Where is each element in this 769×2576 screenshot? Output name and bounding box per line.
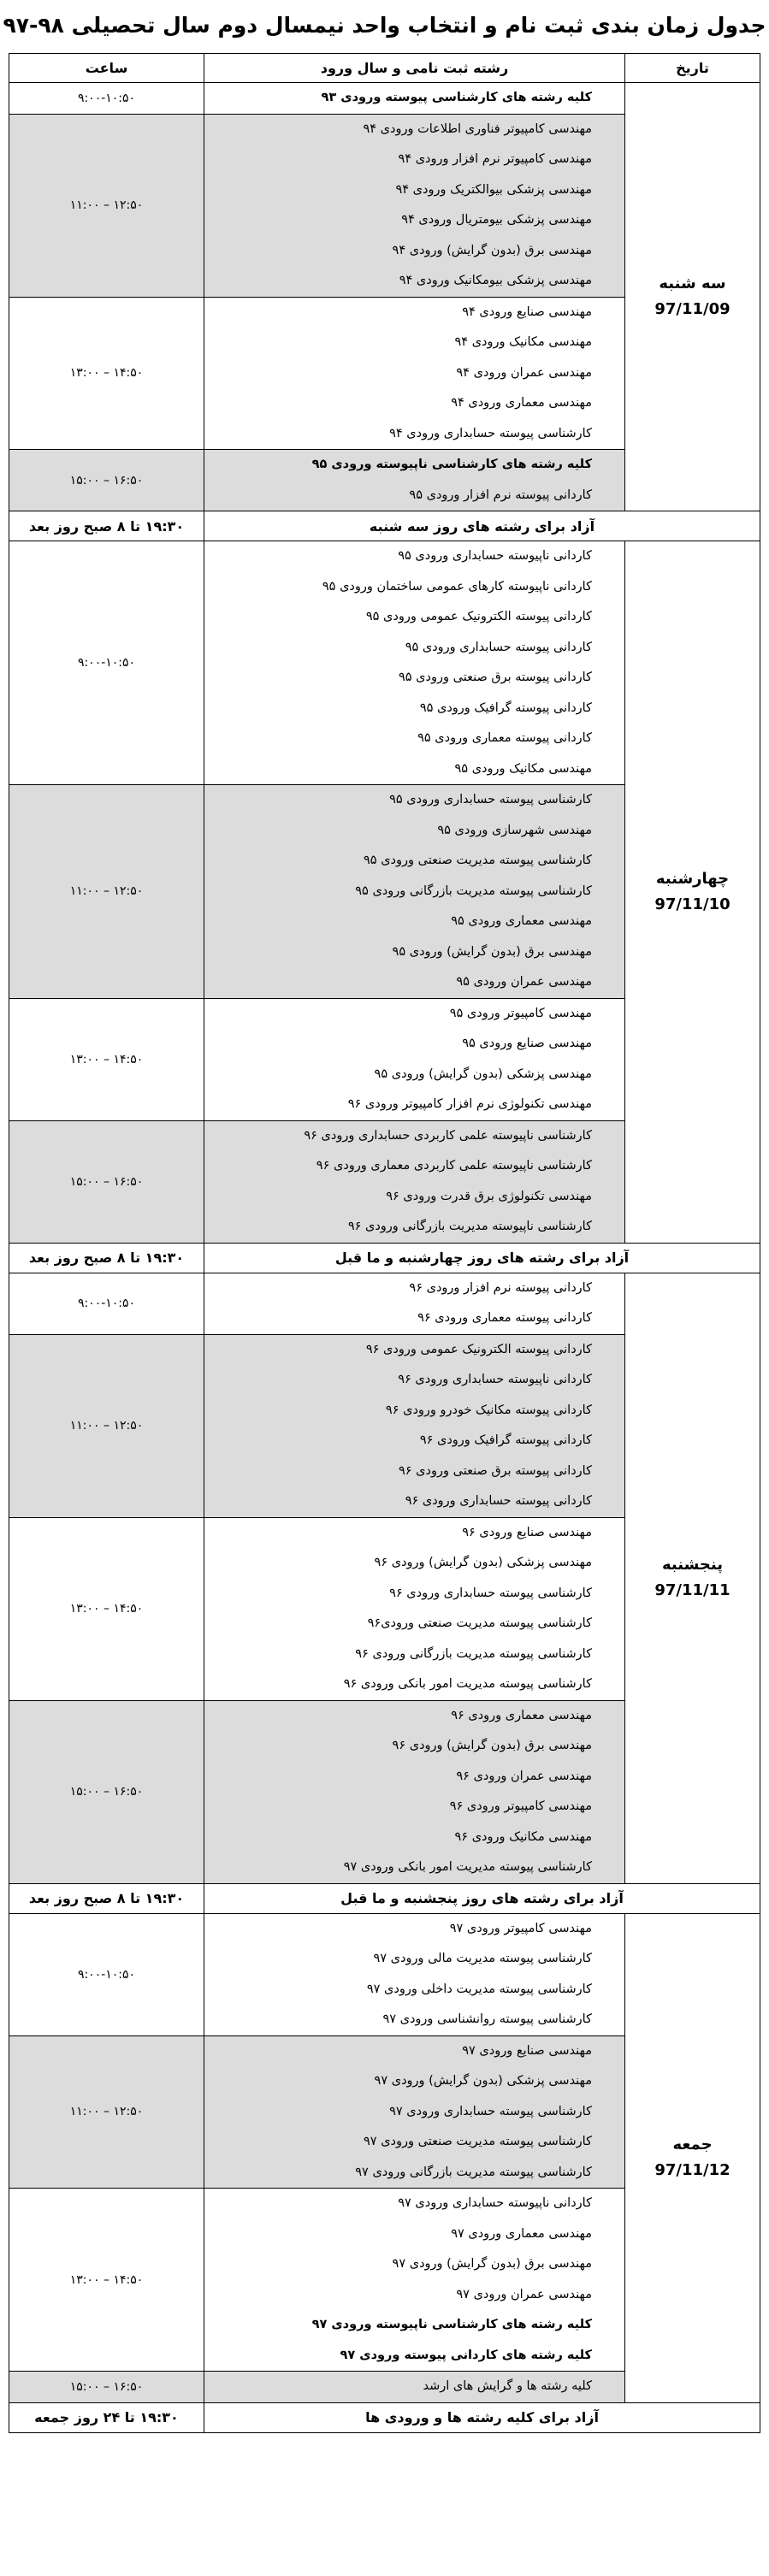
page-title: جدول زمان بندی ثبت نام و انتخاب واحد نیمسال دوم سال تحصیلی ۹۸-۹۷ bbox=[3, 13, 766, 38]
major-item: مهندسی صنایع ورودی ۹۴ bbox=[462, 304, 592, 319]
major-item: مهندسی کامپیوتر ورودی ۹۷ bbox=[449, 1921, 592, 1935]
major-item: مهندسی شهرسازی ورودی ۹۵ bbox=[437, 823, 592, 837]
major-cell bbox=[204, 785, 625, 999]
major-item: کاردانی ناپیوسته حسابداری ورودی ۹۶ bbox=[398, 1373, 592, 1386]
major-item: کارشناسی پیوسته حسابداری ورودی ۹۴ bbox=[389, 426, 592, 440]
major-cell bbox=[204, 2035, 625, 2189]
time-cell: ۹:۰۰-۱۰:۵۰ bbox=[9, 83, 204, 115]
day-date: 97/11/11 bbox=[654, 1581, 731, 1599]
major-item: کاردانی پیوسته معماری ورودی ۹۶ bbox=[417, 1311, 592, 1325]
major-item: مهندسی پزشکی بیوالکتریک ورودی ۹۴ bbox=[395, 182, 592, 197]
major-item: مهندسی معماری ورودی ۹۴ bbox=[451, 396, 592, 410]
day-cell bbox=[625, 83, 760, 511]
time-cell: ۱۳:۰۰ – ۱۴:۵۰ bbox=[9, 998, 204, 1120]
time-cell: ۱۳:۰۰ – ۱۴:۵۰ bbox=[9, 2189, 204, 2372]
major-cell bbox=[204, 114, 625, 297]
major-cell bbox=[204, 998, 625, 1120]
major-cell bbox=[204, 2189, 625, 2372]
header-time: ساعت bbox=[9, 54, 204, 83]
major-item: کارشناسی پیوسته حسابداری ورودی ۹۵ bbox=[389, 793, 592, 806]
major-cell bbox=[204, 1913, 625, 2035]
slot-row bbox=[9, 83, 760, 115]
day-cell bbox=[625, 541, 760, 1244]
header-date: تاریخ bbox=[625, 54, 760, 83]
major-item: مهندسی برق (بدون گرایش) ورودی ۹۷ bbox=[392, 2257, 592, 2271]
major-item: کارشناسی پیوسته مدیریت امور بانکی ورودی ۹۷ bbox=[343, 1860, 592, 1874]
major-item: کلیه رشته های کارشناسی ناپیوسته ورودی ۹۵ bbox=[311, 458, 592, 471]
major-item: کارشناسی پیوسته مدیریت بازرگانی ورودی ۹۵ bbox=[355, 883, 592, 898]
day-name: جمعه bbox=[672, 2136, 713, 2154]
major-item: کارشناسی پیوسته مدیریت صنعتی ورودی۹۶ bbox=[367, 1616, 592, 1630]
major-item: مهندسی پزشکی بیومکانیک ورودی ۹۴ bbox=[399, 274, 592, 287]
time-cell: ۱۱:۰۰ – ۱۲:۵۰ bbox=[9, 785, 204, 999]
major-cell bbox=[204, 2372, 625, 2403]
free-row bbox=[9, 1883, 760, 1913]
major-item: مهندسی برق (بدون گرایش) ورودی ۹۵ bbox=[392, 944, 592, 959]
time-cell: ۹:۰۰-۱۰:۵۰ bbox=[9, 1913, 204, 2035]
day-cell bbox=[625, 1913, 760, 2402]
major-item: مهندسی برق (بدون گرایش) ورودی ۹۶ bbox=[392, 1739, 592, 1752]
slot-row bbox=[9, 1913, 760, 2035]
major-item: کارشناسی ناپیوسته علمی کاربردی حسابداری ورودی ۹۶ bbox=[304, 1128, 592, 1143]
day-date: 97/11/10 bbox=[654, 895, 731, 913]
major-item: کارشناسی پیوسته مدیریت صنعتی ورودی ۹۵ bbox=[364, 854, 592, 867]
free-time: ۱۹:۳۰ تا ۸ صبح روز بعد bbox=[9, 511, 204, 541]
major-item: کاردانی ناپیوسته کارهای عمومی ساختمان ورودی ۹۵ bbox=[322, 579, 592, 594]
slot-row bbox=[9, 541, 760, 785]
major-item: مهندسی کامپیوتر فناوری اطلاعات ورودی ۹۴ bbox=[363, 121, 592, 136]
header-row bbox=[9, 54, 760, 83]
major-item: مهندسی پزشکی (بدون گرایش) ورودی ۹۷ bbox=[374, 2074, 592, 2088]
major-item: کاردانی پیوسته حسابداری ورودی ۹۶ bbox=[405, 1494, 592, 1508]
major-item: مهندسی پزشکی (بدون گرایش) ورودی ۹۵ bbox=[374, 1066, 592, 1081]
major-item: مهندسی معماری ورودی ۹۶ bbox=[451, 1708, 592, 1722]
major-item: کارشناسی پیوسته مدیریت صنعتی ورودی ۹۷ bbox=[364, 2135, 592, 2148]
free-row bbox=[9, 511, 760, 541]
major-item: کاردانی پیوسته مکانیک خودرو ورودی ۹۶ bbox=[385, 1403, 592, 1417]
major-item: کاردانی پیوسته الکترونیک عمومی ورودی ۹۵ bbox=[365, 610, 592, 623]
free-label: آزاد برای کلیه رشته ها و ورودی ها bbox=[204, 2402, 760, 2432]
major-cell bbox=[204, 1120, 625, 1243]
free-time: ۱۹:۳۰ تا ۸ صبح روز بعد bbox=[9, 1883, 204, 1913]
header-major: رشته ثبت نامی و سال ورود bbox=[204, 54, 625, 83]
major-item: مهندسی مکانیک ورودی ۹۶ bbox=[454, 1829, 592, 1844]
major-item: مهندسی کامپیوتر نرم افزار ورودی ۹۴ bbox=[398, 152, 592, 166]
major-cell bbox=[204, 1273, 625, 1334]
slot-row bbox=[9, 1273, 760, 1334]
major-item: کاردانی پیوسته گرافیک ورودی ۹۶ bbox=[419, 1433, 592, 1447]
free-label: آزاد برای رشته های روز سه شنبه bbox=[204, 511, 760, 541]
free-label: آزاد برای رشته های روز چهارشنبه و ما قبل bbox=[204, 1243, 760, 1273]
day-date: 97/11/09 bbox=[654, 300, 731, 318]
major-item: مهندسی کامپیوتر ورودی ۹۵ bbox=[449, 1006, 592, 1020]
major-item: مهندسی تکنولوژی نرم افزار کامپیوتر ورودی ۹۶ bbox=[347, 1097, 592, 1111]
major-item: کارشناسی پیوسته مدیریت داخلی ورودی ۹۷ bbox=[366, 1982, 592, 1996]
time-cell: ۱۵:۰۰ – ۱۶:۵۰ bbox=[9, 1700, 204, 1883]
major-item: مهندسی معماری ورودی ۹۵ bbox=[451, 914, 592, 928]
major-item: مهندسی صنایع ورودی ۹۵ bbox=[462, 1037, 592, 1050]
major-item: کاردانی پیوسته گرافیک ورودی ۹۵ bbox=[419, 700, 592, 715]
time-cell: ۱۵:۰۰ – ۱۶:۵۰ bbox=[9, 1120, 204, 1243]
major-cell bbox=[204, 297, 625, 450]
major-item: کاردانی پیوسته برق صنعتی ورودی ۹۶ bbox=[399, 1463, 592, 1478]
major-item: کاردانی پیوسته حسابداری ورودی ۹۵ bbox=[405, 640, 592, 654]
free-time: ۱۹:۳۰ تا ۸ صبح روز بعد bbox=[9, 1243, 204, 1273]
major-item: کلیه رشته های کارشناسی ناپیوسته ورودی ۹۷ bbox=[311, 2318, 592, 2331]
major-item: مهندسی برق (بدون گرایش) ورودی ۹۴ bbox=[392, 243, 592, 257]
major-cell bbox=[204, 450, 625, 511]
major-item: کارشناسی پیوسته مدیریت امور بانکی ورودی ۹۶ bbox=[343, 1677, 592, 1691]
major-item: مهندسی صنایع ورودی ۹۶ bbox=[462, 1525, 592, 1539]
major-item: کارشناسی پیوسته مدیریت مالی ورودی ۹۷ bbox=[373, 1952, 592, 1965]
free-row bbox=[9, 2402, 760, 2432]
major-item: مهندسی معماری ورودی ۹۷ bbox=[451, 2226, 592, 2241]
time-cell: ۱۵:۰۰ – ۱۶:۵۰ bbox=[9, 2372, 204, 2403]
major-item: کارشناسی پیوسته مدیریت بازرگانی ورودی ۹۶ bbox=[355, 1646, 592, 1661]
time-cell: ۹:۰۰-۱۰:۵۰ bbox=[9, 1273, 204, 1334]
major-item: مهندسی پزشکی بیومتریال ورودی ۹۴ bbox=[401, 213, 592, 227]
day-name: چهارشنبه bbox=[655, 869, 730, 888]
major-item: کاردانی پیوسته برق صنعتی ورودی ۹۵ bbox=[399, 671, 592, 684]
major-item: کارشناسی پیوسته روانشناسی ورودی ۹۷ bbox=[382, 2012, 592, 2026]
major-cell bbox=[204, 1334, 625, 1517]
major-item: کاردانی پیوسته نرم افزار ورودی ۹۶ bbox=[409, 1280, 592, 1295]
major-item: مهندسی پزشکی (بدون گرایش) ورودی ۹۶ bbox=[374, 1556, 592, 1569]
major-item: کلیه رشته ها و گرایش های ارشد bbox=[423, 2379, 592, 2393]
major-item: کارشناسی ناپیوسته علمی کاربردی معماری ورودی ۹۶ bbox=[316, 1159, 592, 1173]
day-date: 97/11/12 bbox=[654, 2161, 731, 2179]
time-cell: ۱۳:۰۰ – ۱۴:۵۰ bbox=[9, 1517, 204, 1700]
day-name: سه شنبه bbox=[659, 275, 726, 292]
major-item: کاردانی پیوسته الکترونیک عمومی ورودی ۹۶ bbox=[365, 1342, 592, 1356]
major-item: کارشناسی پیوسته مدیریت بازرگانی ورودی ۹۷ bbox=[355, 2165, 592, 2179]
major-item: مهندسی عمران ورودی ۹۶ bbox=[456, 1769, 592, 1783]
major-cell bbox=[204, 83, 625, 115]
time-cell: ۱۱:۰۰ – ۱۲:۵۰ bbox=[9, 114, 204, 297]
day-name: پنجشنبه bbox=[661, 1556, 723, 1574]
free-row bbox=[9, 1243, 760, 1273]
major-item: مهندسی مکانیک ورودی ۹۴ bbox=[454, 335, 592, 349]
day-cell bbox=[625, 1273, 760, 1883]
major-item: مهندسی صنایع ورودی ۹۷ bbox=[462, 2043, 592, 2058]
major-item: مهندسی مکانیک ورودی ۹۵ bbox=[454, 761, 592, 776]
time-cell: ۱۱:۰۰ – ۱۲:۵۰ bbox=[9, 1334, 204, 1517]
major-item: کاردانی پیوسته نرم افزار ورودی ۹۵ bbox=[409, 487, 592, 502]
major-item: کلیه رشته های کارشناسی پیوسته ورودی ۹۳ bbox=[321, 91, 592, 104]
time-cell: ۱۱:۰۰ – ۱۲:۵۰ bbox=[9, 2035, 204, 2189]
free-time: ۱۹:۳۰ تا ۲۴ روز جمعه bbox=[9, 2402, 204, 2432]
major-item: مهندسی عمران ورودی ۹۴ bbox=[456, 365, 592, 380]
major-item: کلیه رشته های کاردانی پیوسته ورودی ۹۷ bbox=[340, 2348, 592, 2362]
major-item: مهندسی عمران ورودی ۹۵ bbox=[456, 975, 592, 989]
major-cell bbox=[204, 1700, 625, 1883]
major-item: کاردانی پیوسته معماری ورودی ۹۵ bbox=[417, 731, 592, 745]
free-label: آزاد برای رشته های روز پنجشنبه و ما قبل bbox=[204, 1883, 760, 1913]
major-item: کاردانی ناپیوسته حسابداری ورودی ۹۵ bbox=[398, 549, 592, 563]
schedule-table bbox=[9, 53, 760, 2433]
major-item: کارشناسی ناپیوسته مدیریت بازرگانی ورودی ۹۶ bbox=[347, 1220, 592, 1233]
major-cell bbox=[204, 1517, 625, 1700]
major-item: مهندسی تکنولوژی برق قدرت ورودی ۹۶ bbox=[386, 1189, 592, 1203]
major-item: مهندسی عمران ورودی ۹۷ bbox=[456, 2287, 592, 2301]
major-item: مهندسی کامپیوتر ورودی ۹۶ bbox=[449, 1799, 592, 1813]
major-item: کاردانی ناپیوسته حسابداری ورودی ۹۷ bbox=[398, 2196, 592, 2210]
time-cell: ۱۵:۰۰ – ۱۶:۵۰ bbox=[9, 450, 204, 511]
major-cell bbox=[204, 541, 625, 785]
time-cell: ۱۳:۰۰ – ۱۴:۵۰ bbox=[9, 297, 204, 450]
major-item: کارشناسی پیوسته حسابداری ورودی ۹۶ bbox=[389, 1586, 592, 1600]
time-cell: ۹:۰۰-۱۰:۵۰ bbox=[9, 541, 204, 785]
schedule-body bbox=[9, 83, 760, 2433]
major-item: کارشناسی پیوسته حسابداری ورودی ۹۷ bbox=[389, 2104, 592, 2118]
